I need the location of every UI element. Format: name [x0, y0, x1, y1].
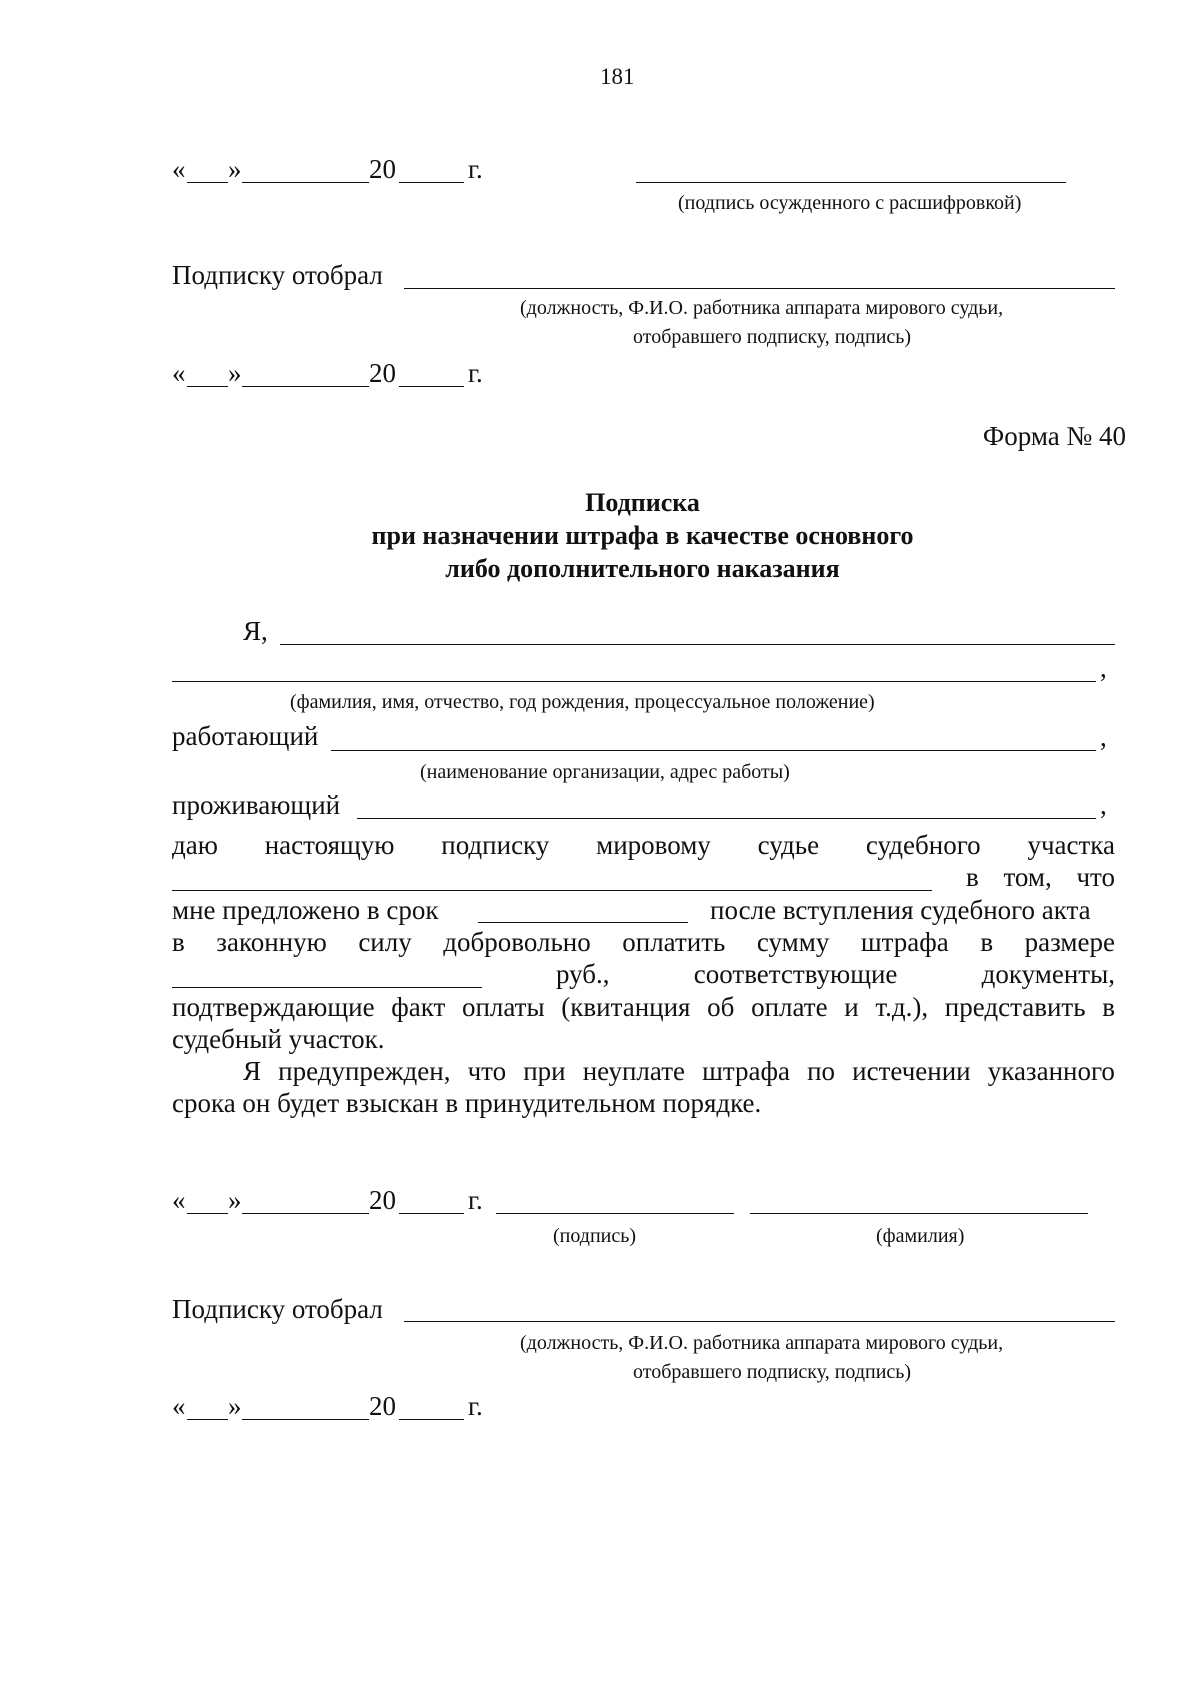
fine-amount-field[interactable]	[172, 987, 482, 988]
date-quote-open: «	[172, 1185, 186, 1215]
page-number: 181	[600, 64, 635, 89]
word: в	[966, 862, 979, 892]
date-quote-close: »	[228, 1391, 242, 1421]
year-field[interactable]	[399, 1213, 464, 1214]
date-century: 20	[369, 1391, 396, 1421]
month-field[interactable]	[242, 1419, 369, 1420]
word: штрафа	[702, 1056, 790, 1086]
working-field[interactable]	[331, 750, 1096, 751]
signature-caption: (подпись)	[553, 1225, 637, 1247]
month-field[interactable]	[242, 386, 369, 387]
taken-by-field-bottom[interactable]	[404, 1321, 1115, 1322]
day-field[interactable]	[187, 386, 228, 387]
date-year-suffix: г.	[468, 358, 483, 388]
living-field[interactable]	[357, 818, 1096, 819]
date-quote-open: «	[172, 1391, 186, 1421]
word: (квитанция	[561, 992, 691, 1022]
word: подтверждающие	[172, 992, 375, 1022]
convict-signature-field[interactable]	[636, 182, 1066, 183]
taken-by-caption-bottom-2: отобравшего подписку, подпись)	[633, 1361, 912, 1383]
offered-text-1: мне предложено в срок	[172, 895, 439, 925]
word: участка	[1027, 830, 1115, 860]
taken-by-caption-bottom-1: (должность, Ф.И.О. работника аппарата мирового судьи,	[520, 1332, 1004, 1354]
word: оплатить	[622, 927, 726, 957]
word: в	[1102, 992, 1115, 1022]
word: штрафа	[860, 927, 949, 957]
taken-by-label-top: Подписку отобрал	[172, 260, 383, 290]
word: об	[707, 992, 735, 1022]
person-comma: ,	[1100, 653, 1107, 683]
give-line	[172, 832, 1115, 859]
court-area-field[interactable]	[172, 890, 932, 891]
word: факт	[391, 992, 446, 1022]
working-comma: ,	[1100, 722, 1107, 752]
word: при	[523, 1056, 566, 1086]
signature-field[interactable]	[496, 1213, 734, 1214]
taken-by-caption-top-2: отобравшего подписку, подпись)	[633, 326, 912, 348]
date-year-suffix: г.	[468, 1185, 483, 1215]
word: оплаты	[461, 992, 545, 1022]
date-quote-open: «	[172, 358, 186, 388]
word: судье	[757, 830, 820, 860]
taken-by-label-bottom: Подписку отобрал	[172, 1294, 383, 1324]
convict-signature-caption: (подпись осужденного с расшифровкой)	[678, 192, 1022, 214]
word: предупрежден,	[278, 1056, 451, 1086]
force-line	[172, 929, 1115, 956]
year-field[interactable]	[399, 182, 464, 183]
date-quote-open: «	[172, 154, 186, 184]
word: представить	[944, 992, 1086, 1022]
date-century: 20	[369, 358, 396, 388]
word: в	[172, 927, 185, 957]
word: что	[1076, 862, 1115, 892]
word: истечении	[852, 1056, 971, 1086]
word: добровольно	[443, 927, 591, 957]
day-field[interactable]	[187, 1213, 228, 1214]
date-year-suffix: г.	[468, 1391, 483, 1421]
date-year-suffix: г.	[468, 154, 483, 184]
word: подписку	[441, 830, 550, 860]
word: размере	[1024, 927, 1115, 957]
word: даю	[172, 830, 218, 860]
year-field[interactable]	[399, 386, 464, 387]
year-field[interactable]	[399, 1419, 464, 1420]
day-field[interactable]	[187, 1419, 228, 1420]
word: оплате	[751, 992, 828, 1022]
form-title-line-1: Подписка	[585, 488, 700, 517]
surname-field[interactable]	[750, 1213, 1088, 1214]
word: что	[467, 1056, 507, 1086]
word: мировому	[596, 830, 711, 860]
word: т.д.),	[875, 992, 929, 1022]
date-quote-close: »	[228, 154, 242, 184]
word: Я	[243, 1056, 262, 1086]
living-label: проживающий	[172, 790, 341, 820]
surname-caption: (фамилия)	[876, 1225, 965, 1247]
word: соответствующие	[693, 959, 898, 989]
org-caption: (наименование организации, адрес работы)	[420, 761, 790, 783]
date-century: 20	[369, 154, 396, 184]
word: в	[980, 927, 994, 957]
date-quote-close: »	[228, 1185, 242, 1215]
date-century: 20	[369, 1185, 396, 1215]
month-field[interactable]	[242, 182, 369, 183]
word: указанного	[987, 1056, 1115, 1086]
person-caption: (фамилия, имя, отчество, год рождения, процессуальное положение)	[290, 691, 875, 713]
form-number: Форма № 40	[982, 421, 1126, 451]
taken-by-caption-top-1: (должность, Ф.И.О. работника аппарата мирового судьи,	[520, 297, 1004, 319]
warning-line-1	[243, 1058, 1115, 1085]
court-area-text: судебный участок.	[172, 1024, 385, 1054]
person-field-line-1[interactable]	[280, 644, 1115, 645]
word: настоящую	[264, 830, 395, 860]
word: и	[844, 992, 859, 1022]
term-field[interactable]	[478, 922, 688, 923]
taken-by-field-top[interactable]	[404, 288, 1115, 289]
word: законную	[216, 927, 327, 957]
word: судебного	[865, 830, 981, 860]
form-title-line-3: либо дополнительного наказания	[445, 554, 840, 583]
word: по	[807, 1056, 836, 1086]
word: том,	[1003, 862, 1052, 892]
person-field-line-2[interactable]	[172, 681, 1096, 682]
day-field[interactable]	[187, 182, 228, 183]
word: неуплате	[582, 1056, 685, 1086]
date-quote-close: »	[228, 358, 242, 388]
i-label: Я,	[243, 616, 268, 646]
rub-line	[556, 961, 1115, 988]
word: руб.,	[556, 959, 610, 989]
warning-line-2: срока он будет взыскан в принудительном порядке.	[172, 1088, 762, 1118]
offered-text-2: после вступления судебного акта	[710, 895, 1091, 925]
word: сумму	[756, 927, 830, 957]
working-label: работающий	[172, 721, 319, 751]
living-comma: ,	[1100, 790, 1107, 820]
word: документы,	[981, 959, 1115, 989]
month-field[interactable]	[242, 1213, 369, 1214]
that-line	[966, 864, 1115, 891]
word: силу	[358, 927, 412, 957]
form-title-line-2: при назначении штрафа в качестве основного	[371, 521, 914, 550]
confirm-line	[172, 994, 1115, 1021]
